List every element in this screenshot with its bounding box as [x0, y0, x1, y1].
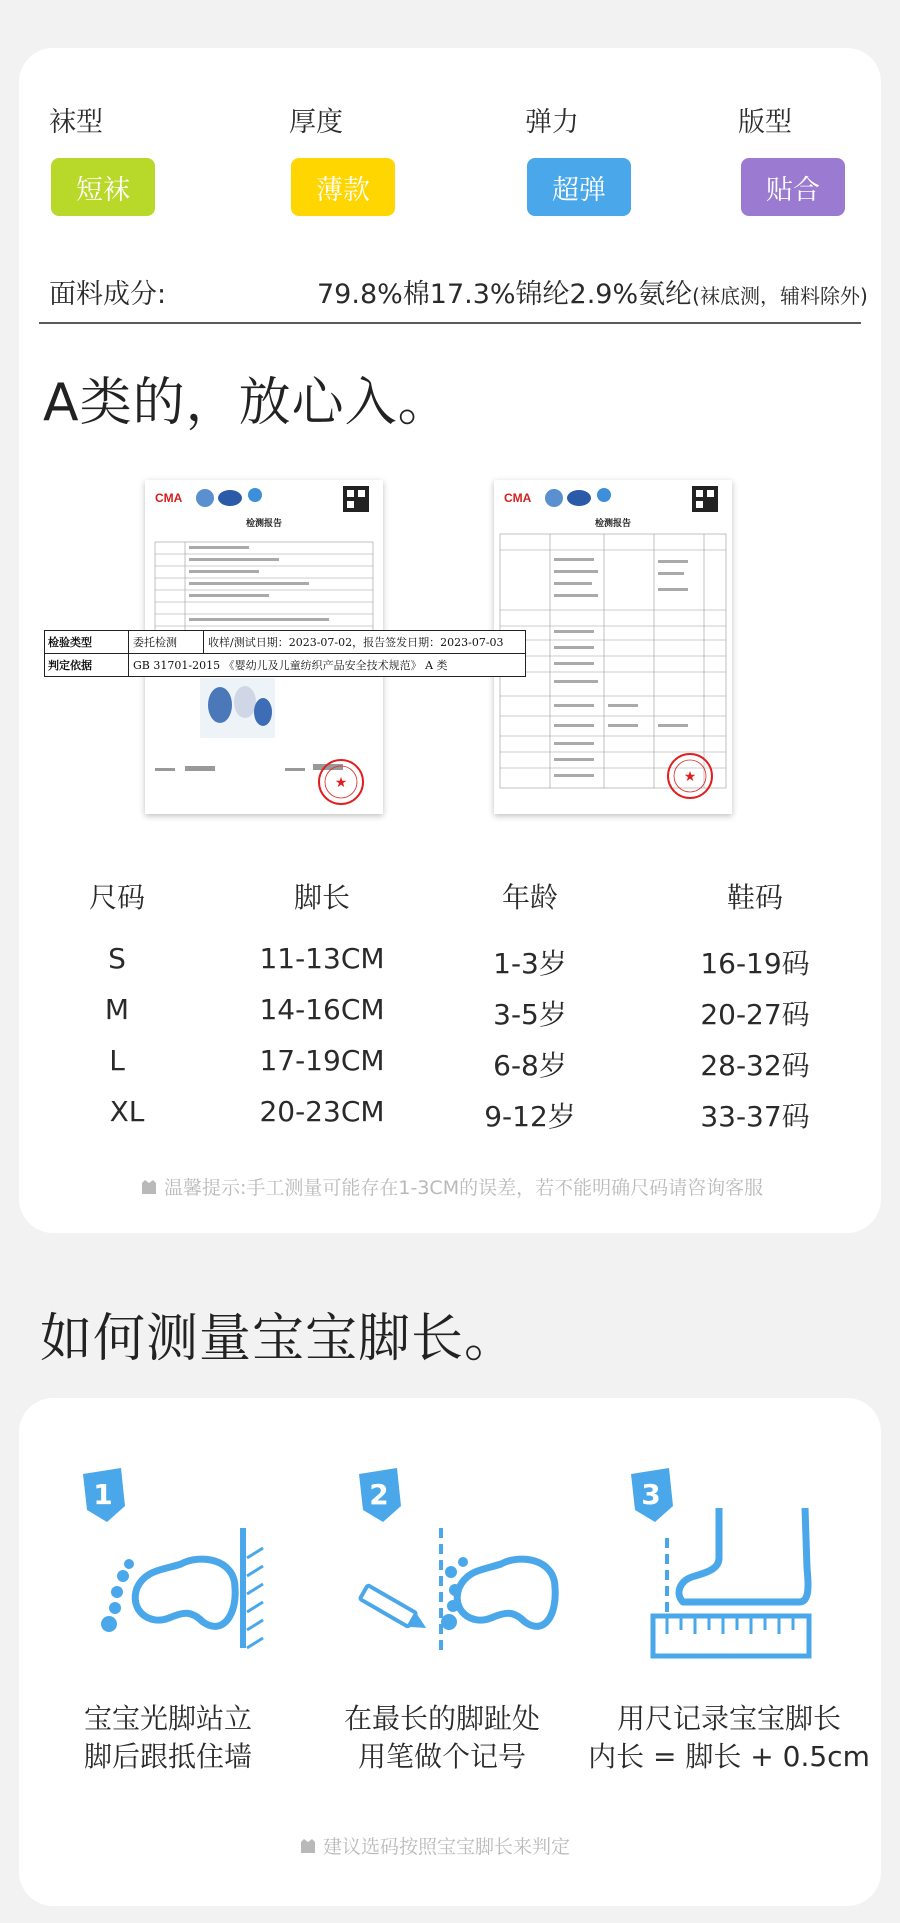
- elasticity-label: 弹力: [525, 107, 579, 138]
- report-2-title: 检测报告: [594, 519, 632, 529]
- cert-logo: [248, 488, 262, 502]
- age-m: 3-5岁: [493, 998, 567, 1031]
- measure-steps-card: [19, 1398, 881, 1906]
- age-l: 6-8岁: [493, 1049, 567, 1082]
- shoe-size-s: 16-19码: [700, 947, 810, 980]
- age-s: 1-3岁: [493, 947, 567, 980]
- inspection-type-label: 检验类型: [45, 631, 129, 653]
- report-1-title: 检测报告: [245, 519, 283, 529]
- size-xl: XL: [109, 1095, 145, 1128]
- cma-logo: CMA: [155, 491, 183, 505]
- step-1-badge-icon: [79, 1466, 129, 1524]
- step-2-line-2: 用笔做个记号: [357, 1740, 526, 1773]
- elasticity-badge: 超弹: [527, 158, 631, 216]
- cnas-logo: [218, 490, 242, 506]
- step-2-text: [317, 1700, 567, 1776]
- size-choice-tip-text: 建议选码按照宝宝脚长来判定: [323, 1836, 571, 1858]
- foot-length-m: 14-16CM: [259, 993, 385, 1026]
- size-header: 尺码: [88, 881, 145, 914]
- fabric-value: [317, 272, 868, 311]
- shoe-size-l: 28-32码: [700, 1049, 810, 1082]
- step-1-line-1: 宝宝光脚站立: [83, 1702, 252, 1735]
- sock-photo: [200, 678, 275, 738]
- age-header: 年龄: [501, 881, 558, 914]
- foot-length-l: 17-19CM: [259, 1044, 385, 1077]
- shoe-size-m: 20-27码: [700, 998, 810, 1031]
- sock-type-badge: 短袜: [51, 158, 155, 216]
- fabric-label: 面料成分:: [49, 279, 167, 310]
- measurement-tip-text: 温馨提示:手工测量可能存在1-3CM的误差，若不能明确尺码请咨询客服: [164, 1177, 764, 1199]
- size-l: L: [109, 1044, 125, 1077]
- cma-logo-2: CMA: [504, 491, 532, 505]
- size-m: M: [104, 993, 130, 1026]
- ilac-logo: [196, 489, 214, 507]
- judgement-basis-label: 判定依据: [45, 654, 129, 676]
- step-1-text: [43, 1700, 293, 1776]
- qr-code-2: [692, 486, 718, 512]
- sock-icon-2: [299, 1838, 317, 1854]
- inspection-dates: 收样/测试日期：2023-07-02，报告签发日期：2023-07-03: [203, 631, 504, 653]
- step-2-line-1: 在最长的脚趾处: [343, 1702, 540, 1735]
- report-summary-overlay: [44, 630, 526, 677]
- foot-length-header: 脚长: [293, 881, 350, 914]
- fabric-note: (袜底测，辅料除外): [692, 284, 868, 308]
- step-3-text: [587, 1700, 871, 1776]
- size-s: S: [108, 942, 126, 975]
- fit-badge: 贴合: [741, 158, 845, 216]
- judgement-basis-value: GB 31701-2015 《婴幼儿及儿童纺织产品安全技术规范》 A 类: [133, 659, 448, 672]
- sock-icon: [140, 1179, 158, 1195]
- test-report-page-2: [494, 480, 732, 814]
- red-seal-2: [668, 754, 712, 798]
- ruler-measure-foot-icon: [649, 1498, 829, 1668]
- headline-measure-foot: 如何测量宝宝脚长。: [40, 1309, 518, 1369]
- step-3-line-2: 内长 = 脚长 + 0.5cm: [588, 1740, 870, 1773]
- age-xl: 9-12岁: [484, 1100, 576, 1133]
- step-2-number: 2: [369, 1478, 389, 1511]
- fabric-composition: 79.8%棉17.3%锦纶2.9%氨纶: [317, 279, 693, 310]
- foot-length-xl: 20-23CM: [259, 1095, 385, 1128]
- report-page-2-graphic: [494, 480, 732, 814]
- judgement-basis-row: [45, 653, 525, 676]
- inspection-type-value: 委托检测: [133, 636, 177, 649]
- step-2-badge-icon: [355, 1466, 405, 1524]
- step-1-number: 1: [93, 1478, 113, 1511]
- shoe-size-header: 鞋码: [726, 881, 783, 914]
- svg-text:★: ★: [334, 775, 348, 791]
- shoe-size-xl: 33-37码: [700, 1100, 810, 1133]
- product-info-card: [19, 48, 881, 1233]
- foot-against-wall-icon: [99, 1518, 299, 1658]
- step-3-number: 3: [641, 1478, 661, 1511]
- qr-code: [343, 486, 369, 512]
- thickness-badge: 薄款: [291, 158, 395, 216]
- foot-length-s: 11-13CM: [259, 942, 385, 975]
- fit-label: 版型: [738, 107, 792, 138]
- step-3-line-1: 用尺记录宝宝脚长: [616, 1702, 841, 1735]
- divider: [39, 322, 861, 324]
- mark-toe-with-pen-icon: [355, 1518, 575, 1658]
- measurement-tip: [140, 1173, 763, 1200]
- sock-type-label: 袜型: [49, 107, 103, 138]
- size-choice-tip: [299, 1832, 570, 1859]
- inspection-type-row: [45, 631, 525, 653]
- headline-a-class: A类的，放心入。: [43, 373, 451, 433]
- step-1-line-2: 脚后跟抵住墙: [83, 1740, 252, 1773]
- svg-text:★: ★: [683, 769, 697, 785]
- thickness-label: 厚度: [289, 107, 343, 138]
